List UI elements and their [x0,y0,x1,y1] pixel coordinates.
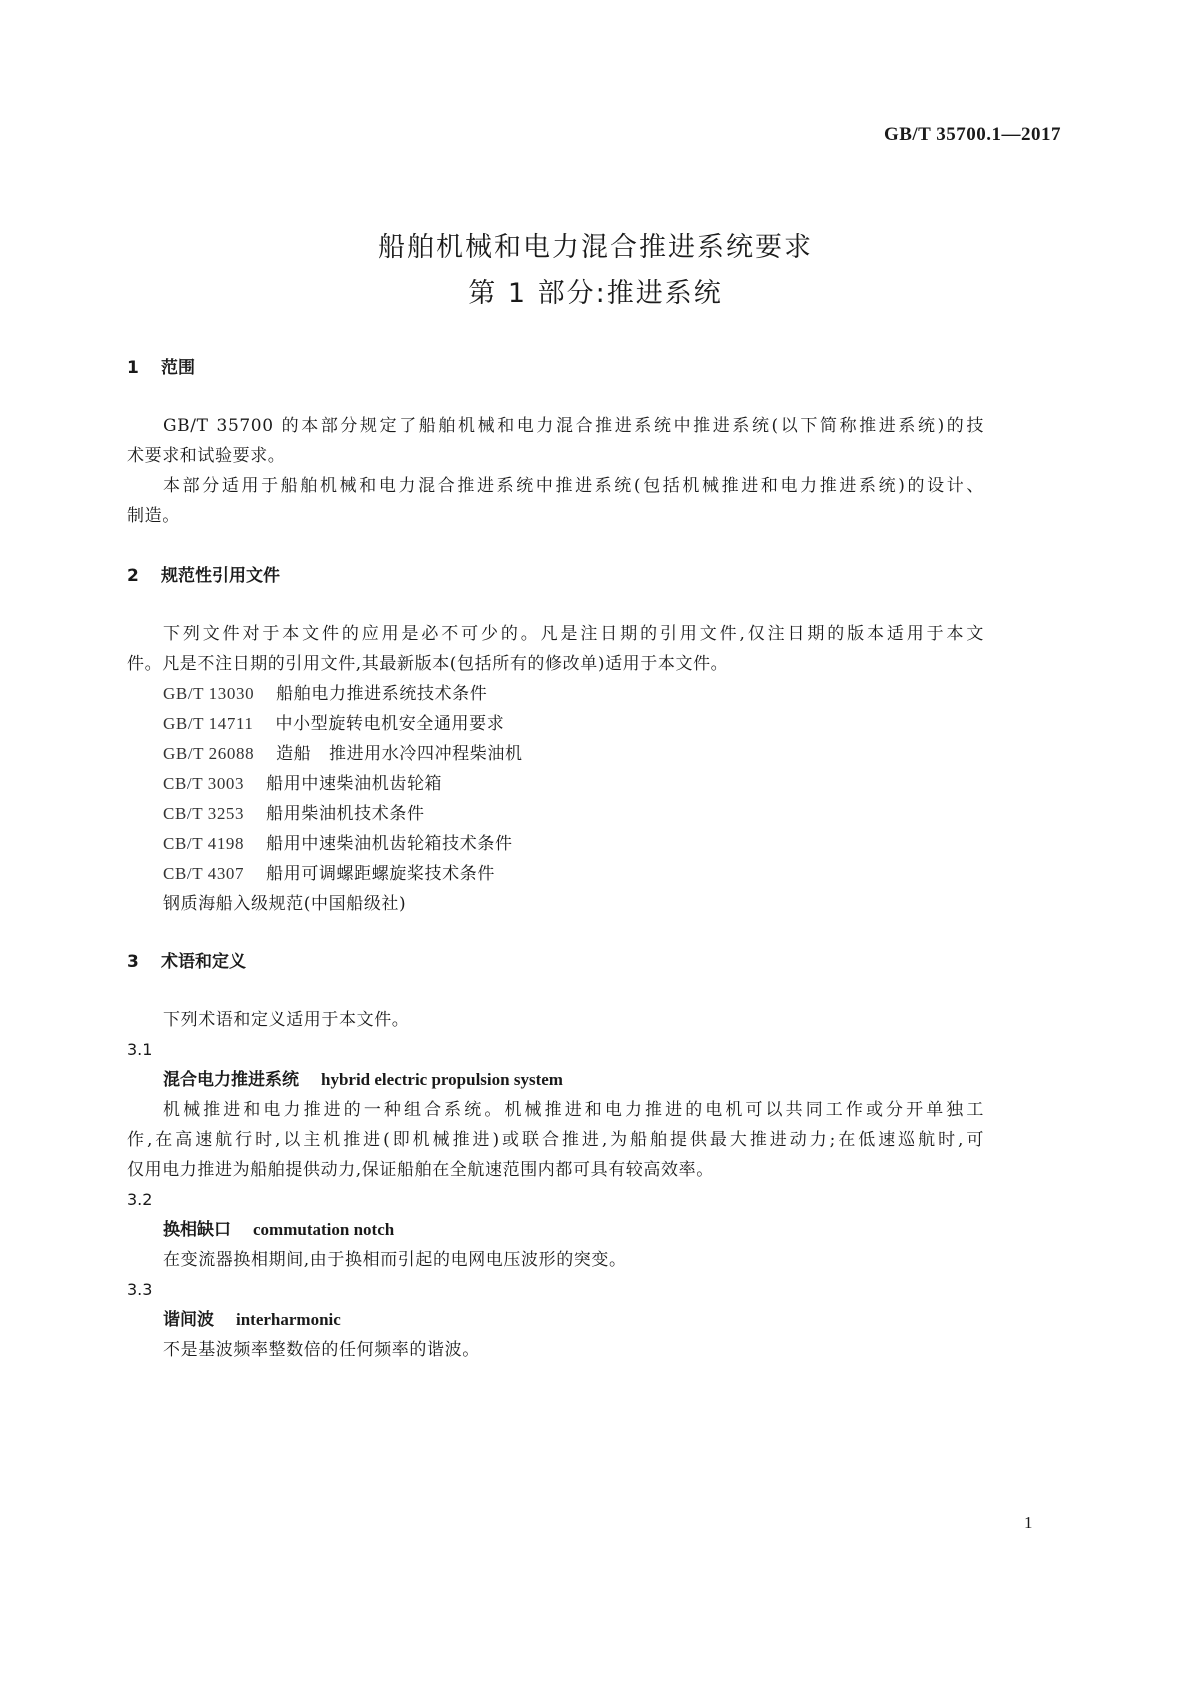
term-english: interharmonic [236,1310,341,1329]
reference-item [163,772,442,796]
document-title [0,225,1191,317]
paragraph-line: 件。凡是不注日期的引用文件,其最新版本(包括所有的修改单)适用于本文件。 [127,654,729,674]
reference-code: GB/T 26088 [163,744,255,763]
paragraph-line: 下列文件对于本文件的应用是必不可少的。凡是注日期的引用文件,仅注日期的版本适用于本文 [163,624,984,644]
paragraph-line: 下列术语和定义适用于本文件。 [163,1010,410,1030]
reference-title: 船用可调螺距螺旋桨技术条件 [266,864,495,884]
term-number: 3.3 [127,1280,153,1299]
reference-title: 船舶电力推进系统技术条件 [276,684,488,704]
term-english: hybrid electric propulsion system [321,1070,563,1089]
reference-code: CB/T 4198 [163,834,245,853]
section-title: 规范性引用文件 [161,566,280,586]
definition-line: 在变流器换相期间,由于换相而引起的电网电压波形的突变。 [163,1250,627,1270]
definition-line: 不是基波频率整数倍的任何频率的谐波。 [163,1340,480,1360]
section-number: 2 [127,566,139,586]
reference-item [163,832,513,856]
paragraph-line: 本部分适用于船舶机械和电力混合推进系统中推进系统(包括机械推进和电力推进系统)的设计、 [163,476,984,496]
reference-title: 船用中速柴油机齿轮箱技术条件 [266,834,513,854]
reference-item [163,862,495,886]
reference-item [163,742,523,766]
section-number: 1 [127,358,139,378]
term-heading [163,1218,394,1242]
paragraph-line: GB/T 35700 的本部分规定了船舶机械和电力混合推进系统中推进系统(以下简称推进系统)的技 [163,416,984,436]
reference-item [163,892,406,916]
reference-item [163,712,504,736]
paragraph-line: 制造。 [127,506,180,526]
reference-title: 船用柴油机技术条件 [266,804,425,824]
reference-code: CB/T 3253 [163,804,245,823]
term-heading [163,1068,563,1092]
term-number: 3.2 [127,1190,153,1209]
section-1-heading [127,356,195,380]
reference-item [163,682,487,706]
section-title: 术语和定义 [161,952,246,972]
section-title: 范围 [161,358,195,378]
term-heading [163,1308,341,1332]
section-3-heading [127,950,246,974]
reference-title: 船用中速柴油机齿轮箱 [266,774,443,794]
term-chinese: 换相缺口 [163,1220,231,1240]
reference-title: 钢质海船入级规范(中国船级社) [163,894,407,914]
term-chinese: 混合电力推进系统 [163,1070,299,1090]
term-english: commutation notch [253,1220,395,1239]
section-number: 3 [127,952,139,972]
title-line-2: 第 1 部分:推进系统 [468,278,723,309]
reference-item [163,802,425,826]
title-line-1: 船舶机械和电力混合推进系统要求 [378,232,813,263]
definition-line: 机械推进和电力推进的一种组合系统。机械推进和电力推进的电机可以共同工作或分开单独工 [163,1100,984,1120]
section-2-heading [127,564,280,588]
reference-code: CB/T 3003 [163,774,245,793]
paragraph-line: 术要求和试验要求。 [127,446,286,466]
reference-code: GB/T 13030 [163,684,255,703]
reference-code: GB/T 14711 [163,714,254,733]
definition-line: 作,在高速航行时,以主机推进(即机械推进)或联合推进,为船舶提供最大推进动力;在低速巡航时,可 [127,1130,984,1150]
definition-line: 仅用电力推进为船舶提供动力,保证船舶在全航速范围内都可具有较高效率。 [127,1160,714,1180]
term-chinese: 谐间波 [163,1310,214,1330]
term-number: 3.1 [127,1040,153,1059]
reference-code: CB/T 4307 [163,864,245,883]
reference-title: 造船 推进用水冷四冲程柴油机 [276,744,523,764]
page-number: 1 [1024,1513,1033,1532]
reference-title: 中小型旋转电机安全通用要求 [275,714,505,734]
standard-code: GB/T 35700.1—2017 [883,124,1061,145]
